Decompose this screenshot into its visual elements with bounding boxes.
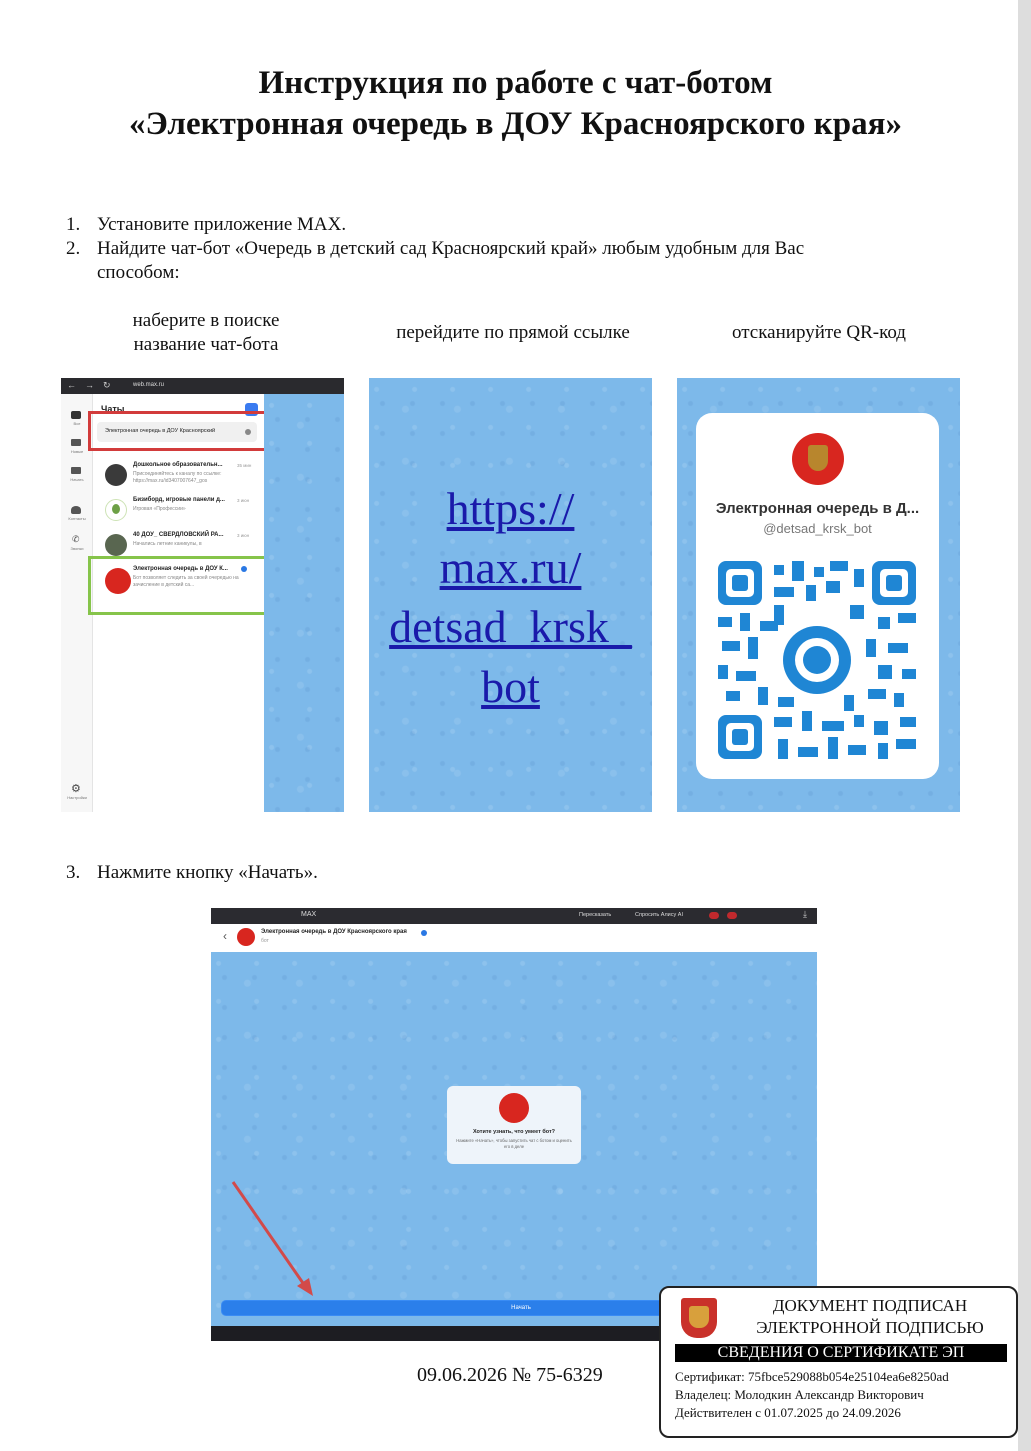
step-1-number: 1. bbox=[66, 214, 81, 235]
bot-avatar bbox=[237, 928, 255, 946]
app-titlebar bbox=[211, 908, 817, 924]
step-3-number: 3. bbox=[66, 862, 81, 883]
bot-logo bbox=[792, 433, 844, 485]
qr-code[interactable] bbox=[718, 561, 916, 759]
step-2-text-line2: способом: bbox=[97, 262, 180, 283]
chat-preview: Начались летние каникулы, в bbox=[133, 541, 202, 547]
bot-link-line3[interactable]: detsad_krsk_ bbox=[389, 601, 632, 652]
screenshot-search bbox=[61, 378, 344, 812]
nav-label-start: Начать bbox=[70, 477, 84, 482]
screenshot-start bbox=[211, 908, 817, 1341]
back-icon[interactable]: ← bbox=[67, 380, 76, 390]
registration-number: 09.06.2026 № 75-6329 bbox=[417, 1364, 603, 1386]
bot-link-line1[interactable]: https:// bbox=[446, 483, 575, 534]
document-title-line1: Инструкция по работе с чат-ботом bbox=[258, 65, 773, 101]
chat-title: Дошкольное образовательн... bbox=[133, 462, 223, 468]
search-input-value: Электронная очередь в ДОУ Красноярский bbox=[105, 428, 216, 434]
bot-logo bbox=[499, 1093, 529, 1123]
bot-handle: @detsad_krsk_bot bbox=[763, 521, 872, 536]
chat-time: 3 июн bbox=[237, 498, 250, 503]
ask-alice-button[interactable]: Спросить Алису AI bbox=[635, 912, 683, 918]
coat-of-arms-icon bbox=[681, 1298, 717, 1338]
folder-icon[interactable] bbox=[71, 439, 81, 446]
step-2 bbox=[0, 237, 1031, 285]
app-title: MAX bbox=[301, 911, 317, 918]
search-highlight-box bbox=[88, 411, 272, 451]
bot-name: Электронная очередь в Д... bbox=[715, 500, 920, 517]
contacts-icon[interactable] bbox=[71, 506, 81, 514]
result-highlight-box bbox=[88, 556, 278, 615]
qr-card bbox=[696, 413, 939, 779]
phone-icon[interactable]: ✆ bbox=[72, 534, 80, 544]
stamp-certificate: Сертификат: 75fbce529088b054e25104ea6e8250ad bbox=[675, 1369, 949, 1384]
extension-icon[interactable] bbox=[709, 912, 719, 919]
nav-label-calls: Звонки bbox=[70, 546, 84, 551]
retell-button[interactable]: Пересказать bbox=[579, 912, 612, 918]
signature-stamp bbox=[659, 1286, 1018, 1438]
chat-title: 40 ДОУ_ СВЕРДЛОВСКИЙ РА... bbox=[133, 532, 224, 538]
chat-subtitle: бот bbox=[261, 938, 269, 944]
folder-icon[interactable] bbox=[71, 467, 81, 474]
step-2-number: 2. bbox=[66, 238, 81, 259]
avatar bbox=[105, 534, 127, 556]
stamp-validity: Действителен с 01.07.2025 до 24.09.2026 bbox=[675, 1405, 901, 1420]
avatar bbox=[105, 464, 127, 486]
caption-search-line2: название чат-бота bbox=[133, 334, 279, 355]
chat-nav-icon[interactable] bbox=[71, 411, 81, 419]
download-icon[interactable]: ⤓ bbox=[803, 909, 807, 919]
nav-label-contacts: Контакты bbox=[68, 516, 86, 521]
caption-qr: отсканируйте QR-код bbox=[732, 322, 906, 343]
chats-title: Чаты bbox=[101, 404, 125, 414]
chat-time: 3 июн bbox=[237, 533, 250, 538]
document-title-line2: «Электронная очередь в ДОУ Красноярского края» bbox=[128, 106, 903, 142]
chat-preview: Бот позволяет следить за своей очередью на зачисление в детский са... bbox=[133, 575, 239, 588]
screenshot-link bbox=[369, 378, 652, 812]
step-2-text-line1: Найдите чат-бот «Очередь в детский сад Красноярский край» любым удобным для Вас bbox=[97, 238, 805, 259]
step-1-text: Установите приложение MAX. bbox=[97, 214, 347, 235]
browser-bar bbox=[61, 378, 344, 394]
chat-time: 35 мин bbox=[237, 463, 252, 468]
bot-link-line2[interactable]: max.ru/ bbox=[439, 542, 582, 593]
step-3-text: Нажмите кнопку «Начать». bbox=[97, 862, 318, 883]
arrow-icon bbox=[229, 1180, 313, 1296]
chat-preview: Присоединяйтесь к каналу по ссылке: https://max.ru/id3407007647_gos bbox=[133, 471, 222, 484]
chat-preview: Игровая «Профессии» bbox=[133, 506, 186, 512]
card-text: Нажмите «Начать», чтобы запустить чат с ботом и оценить его в деле bbox=[456, 1138, 572, 1149]
start-button-label: Начать bbox=[511, 1305, 531, 1311]
gear-icon[interactable]: ⚙ bbox=[71, 783, 81, 795]
chat-header bbox=[211, 924, 817, 952]
step-1 bbox=[0, 213, 1031, 237]
back-chevron-icon[interactable]: ‹ bbox=[223, 929, 227, 943]
caption-search bbox=[96, 309, 316, 357]
bot-link-line4[interactable]: bot bbox=[481, 661, 540, 712]
extension-icon[interactable] bbox=[727, 912, 737, 919]
nav-label-settings: Настройки bbox=[67, 795, 87, 800]
chat-title: Бизиборд, игровые панели д... bbox=[133, 497, 225, 503]
stamp-cert-header: СВЕДЕНИЯ О СЕРТИФИКАТЕ ЭП bbox=[675, 1344, 1007, 1362]
forward-icon[interactable]: → bbox=[85, 380, 94, 390]
chat-name: Электронная очередь в ДОУ Красноярского края bbox=[261, 929, 407, 935]
page-edge bbox=[1018, 0, 1031, 1451]
chat-background bbox=[264, 394, 344, 812]
stamp-title-line1: ДОКУМЕНТ ПОДПИСАН bbox=[772, 1296, 968, 1315]
screenshot-qr bbox=[677, 378, 960, 812]
caption-link: перейдите по прямой ссылке bbox=[396, 322, 630, 343]
chat-title: Электронная очередь в ДОУ К... bbox=[133, 566, 228, 572]
reload-icon[interactable]: ↻ bbox=[103, 380, 111, 390]
card-title: Хотите узнать, что умеет бот? bbox=[472, 1129, 556, 1135]
nav-label-all: Все bbox=[73, 421, 81, 426]
avatar bbox=[105, 499, 127, 521]
chat-area bbox=[211, 952, 817, 1332]
verified-icon bbox=[421, 930, 427, 936]
stamp-title-line2: ЭЛЕКТРОННОЙ ПОДПИСЬЮ bbox=[756, 1318, 984, 1337]
bot-intro-card bbox=[447, 1086, 581, 1164]
url-text[interactable]: web.max.ru bbox=[133, 382, 165, 388]
stamp-owner: Владелец: Молодкин Александр Викторович bbox=[675, 1387, 924, 1402]
chat-list-item[interactable] bbox=[101, 460, 263, 496]
step-3 bbox=[0, 861, 1031, 885]
nav-label-new: Новые bbox=[70, 449, 84, 454]
caption-search-line1: наберите в поиске bbox=[132, 310, 280, 331]
chat-list-item[interactable] bbox=[101, 495, 263, 531]
